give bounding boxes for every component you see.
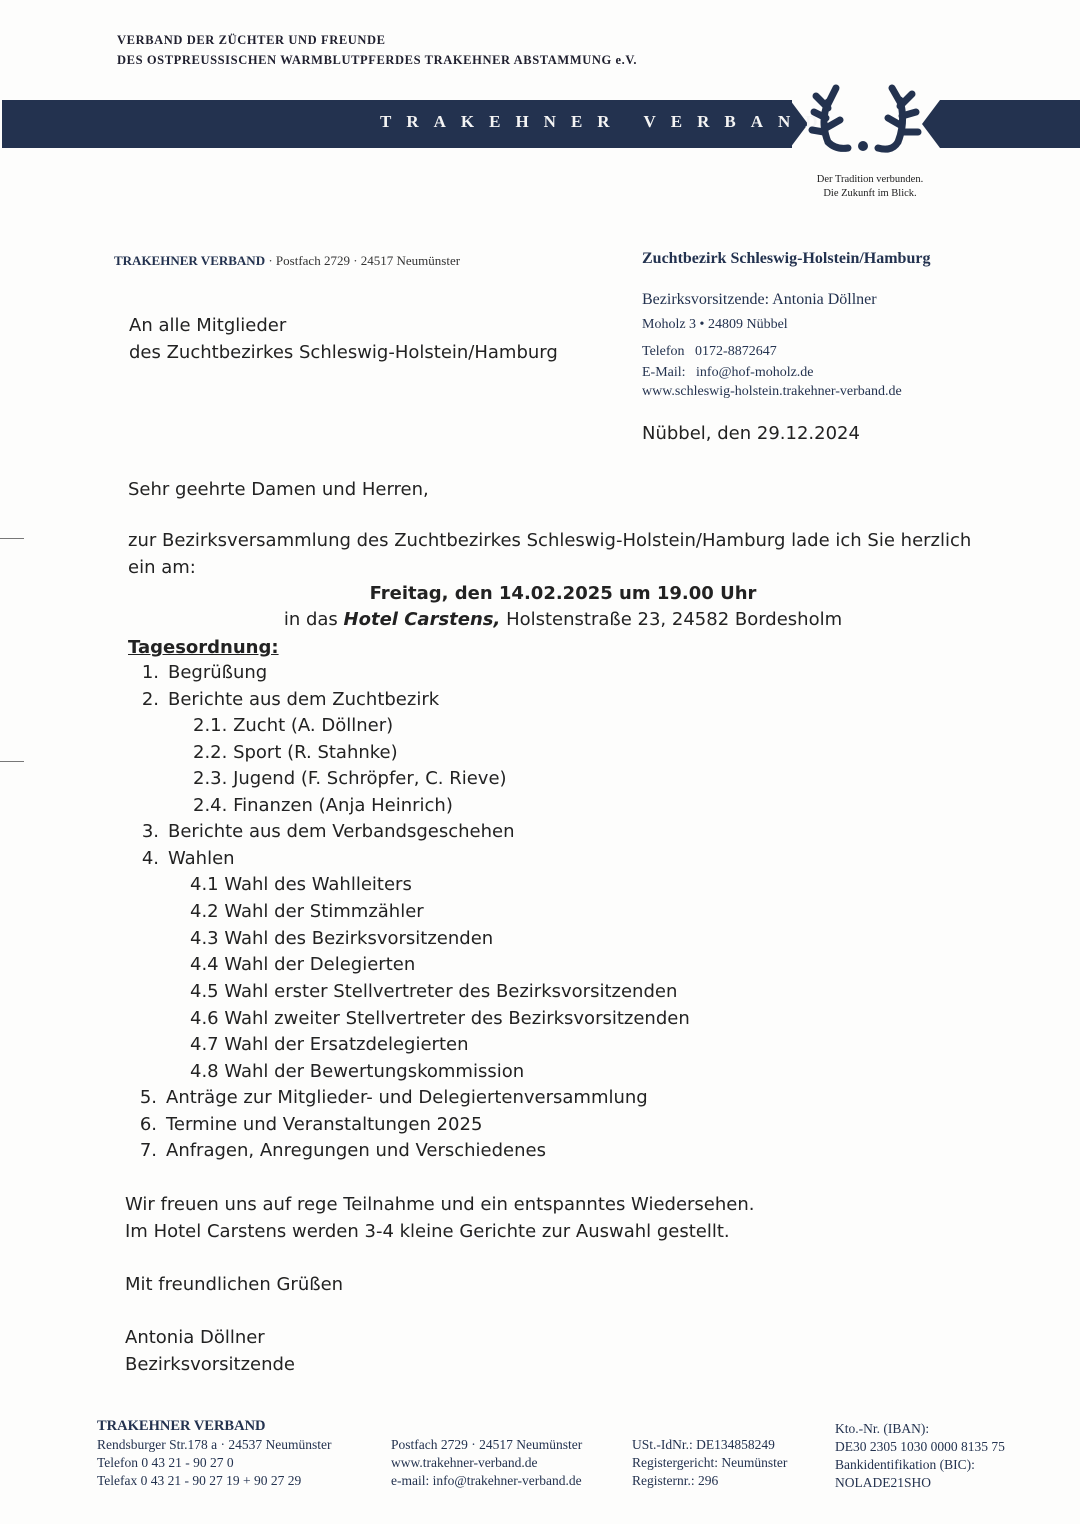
agenda-item-number: 4. (141, 848, 159, 869)
agenda-subitem: 2.2. Sport (R. Stahnke) (193, 742, 398, 763)
footer-bank-column (835, 1420, 1005, 1492)
district-email: E-Mail: info@hof-moholz.de (642, 365, 814, 380)
footer-line: Rendsburger Str.178 a · 24537 Neumünster (97, 1437, 332, 1452)
association-name (117, 30, 637, 70)
footer-email: e-mail: info@trakehner-verband.de (391, 1473, 582, 1488)
closing-line-1: Wir freuen uns auf rege Teilnahme und ein entspanntes Wiedersehen. (125, 1194, 755, 1215)
agenda-subitem: 4.1 Wahl des Wahlleiters (190, 874, 412, 895)
footer-line: NOLADE21SHO (835, 1475, 931, 1490)
footer-contact-column (391, 1436, 582, 1490)
agenda-title: Tagesordnung: (128, 637, 279, 658)
agenda-subitem: 4.5 Wahl erster Stellvertreter des Bezirksvorsitzenden (190, 981, 678, 1002)
recipients-line-2: des Zuchtbezirkes Schleswig-Holstein/Hamburg (129, 342, 558, 363)
agenda-subitem: 4.2 Wahl der Stimmzähler (190, 901, 424, 922)
closing-line-2: Im Hotel Carstens werden 3-4 kleine Gerichte zur Auswahl gestellt. (125, 1221, 730, 1242)
signer-title: Bezirksvorsitzende (125, 1354, 296, 1375)
agenda-item (135, 818, 514, 845)
header-band-right (940, 100, 1080, 148)
place-date: Nübbel, den 29.12.2024 (642, 423, 860, 444)
district-address: Moholz 3 • 24809 Nübbel (642, 317, 788, 332)
event-place (128, 606, 998, 633)
footer-website: www.trakehner-verband.de (391, 1455, 538, 1470)
footer-line: Registernr.: 296 (632, 1473, 719, 1488)
slogan (800, 173, 940, 201)
footer-line: Postfach 2729 · 24517 Neumünster (391, 1437, 583, 1452)
signer-name: Antonia Döllner (125, 1327, 265, 1348)
event-address: Holstenstraße 23, 24582 Bordesholm (500, 609, 843, 630)
agenda-subitem: 2.4. Finanzen (Anja Heinrich) (193, 795, 453, 816)
footer-line: Telefax 0 43 21 - 90 27 19 + 90 27 29 (97, 1473, 302, 1488)
recipients-line-1: An alle Mitglieder (129, 315, 287, 336)
agenda-item-number: 5. (139, 1087, 157, 1108)
footer-line: USt.-IdNr.: DE134858249 (632, 1437, 775, 1452)
district-website: www.schleswig-holstein.trakehner-verband.de (642, 384, 902, 399)
agenda-item-number: 6. (139, 1114, 157, 1135)
agenda-item-number: 3. (141, 821, 159, 842)
agenda-item (133, 1111, 482, 1138)
sender-address-line (114, 253, 460, 269)
district-phone: Telefon 0172-8872647 (642, 344, 777, 359)
footer-address-column (97, 1436, 331, 1490)
agenda-subitem: 2.3. Jugend (F. Schröpfer, C. Rieve) (193, 768, 507, 789)
event-date: Freitag, den 14.02.2025 um 19.00 Uhr (369, 583, 757, 604)
footer-line: Kto.-Nr. (IBAN): (835, 1421, 930, 1436)
event-place-prefix: in das (283, 609, 344, 630)
agenda-item-text: Termine und Veranstaltungen 2025 (166, 1114, 483, 1135)
footer-line: Telefon 0 43 21 - 90 27 0 (97, 1455, 234, 1470)
intro-paragraph: zur Bezirksversammlung des Zuchtbezirkes Schleswig-Holstein/Hamburg lade ich Sie herzlich ein am: (128, 530, 972, 578)
agenda-item-text: Anfragen, Anregungen und Verschiedenes (166, 1140, 546, 1161)
agenda-item-text: Anträge zur Mitglieder- und Delegiertenversammlung (166, 1087, 648, 1108)
agenda-item-text: Wahlen (168, 848, 235, 869)
footer-register-column (632, 1436, 787, 1490)
district-name: Zuchtbezirk Schleswig-Holstein/Hamburg (642, 250, 931, 267)
event-hotel: Hotel Carstens, (343, 609, 501, 630)
district-chair: Bezirksvorsitzende: Antonia Döllner (642, 291, 877, 308)
regards: Mit freundlichen Grüßen (125, 1274, 344, 1295)
agenda-subitem: 2.1. Zucht (A. Döllner) (193, 715, 394, 736)
agenda-item-text: Berichte aus dem Zuchtbezirk (168, 689, 440, 710)
agenda-subitem: 4.7 Wahl der Ersatzdelegierten (190, 1034, 469, 1055)
agenda-item (133, 1084, 648, 1111)
agenda-subitem: 4.6 Wahl zweiter Stellvertreter des Bezirksvorsitzenden (190, 1008, 690, 1029)
agenda-subitem: 4.4 Wahl der Delegierten (190, 954, 416, 975)
fold-mark (0, 538, 24, 539)
agenda-item-text: Berichte aus dem Verbandsgeschehen (168, 821, 515, 842)
association-line-1: VERBAND DER ZÜCHTER UND FREUNDE (117, 33, 386, 47)
agenda-item (135, 659, 267, 686)
sender-address: · Postfach 2729 · 24517 Neumünster (265, 253, 461, 268)
footer-line: Registergericht: Neumünster (632, 1455, 788, 1470)
salutation: Sehr geehrte Damen und Herren, (128, 479, 429, 500)
footer-line: DE30 2305 1030 0000 8135 75 (835, 1439, 1005, 1454)
agenda-item-text: Begrüßung (168, 662, 268, 683)
agenda-item (135, 845, 235, 872)
agenda-subitem: 4.3 Wahl des Bezirksvorsitzenden (190, 928, 494, 949)
footer-org: TRAKEHNER VERBAND (97, 1418, 266, 1434)
agenda-item-number: 1. (141, 662, 159, 683)
sender-org: TRAKEHNER VERBAND (114, 253, 266, 268)
slogan-line-2: Die Zukunft im Blick. (823, 188, 917, 199)
agenda-item (133, 1137, 546, 1164)
agenda-item (135, 686, 439, 713)
association-line-2: DES OSTPREUSSISCHEN WARMBLUTPFERDES TRAKEHNER ABSTAMMUNG e.V. (117, 53, 638, 67)
trakehner-antler-logo-icon (806, 82, 936, 172)
header-band-title: TRAKEHNER VERBAND (380, 112, 833, 131)
agenda-subitem: 4.8 Wahl der Bewertungskommission (190, 1061, 525, 1082)
punch-mark (0, 761, 24, 762)
recipients (129, 312, 558, 366)
agenda-item-number: 2. (141, 689, 159, 710)
footer-line: Bankidentifikation (BIC): (835, 1457, 975, 1472)
slogan-line-1: Der Tradition verbunden. (816, 174, 924, 185)
agenda-item-number: 7. (139, 1140, 157, 1161)
